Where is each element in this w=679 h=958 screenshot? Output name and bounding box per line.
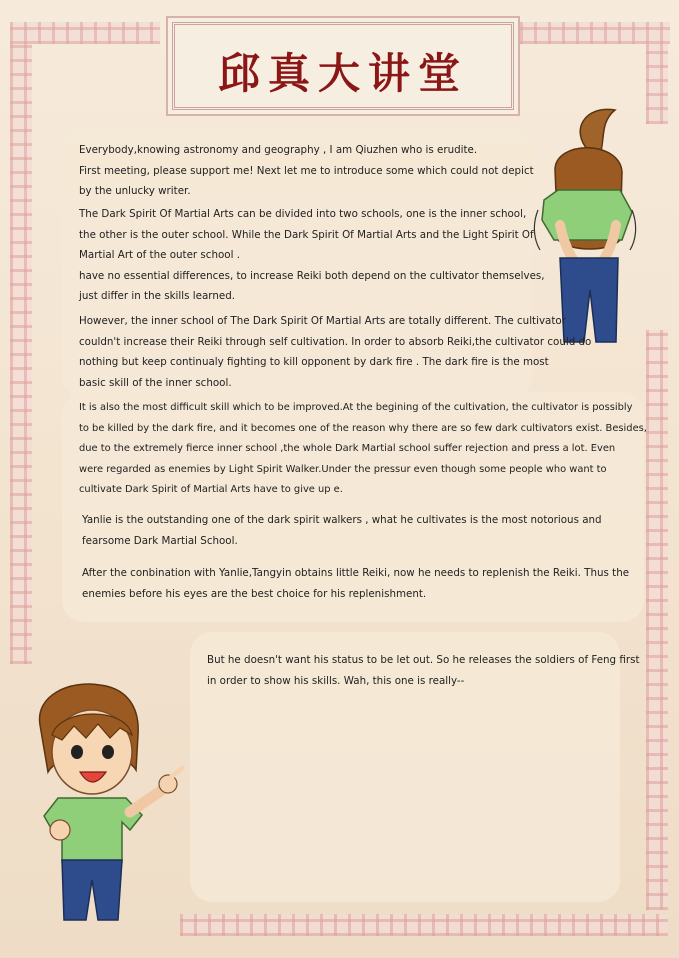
text-line: were regarded as enemies by Light Spirit Walker.Under the pressur even though some people who want to (79, 463, 607, 475)
finger (170, 768, 182, 778)
text-line: cultivate Dark Spirit of Martial Arts have to give up e. (79, 484, 343, 496)
text-line: First meeting, please support me! Next let me to introduce some which could not depict (79, 164, 534, 177)
pointing-character-illustration (30, 680, 190, 925)
text-line: Yanlie is the outstanding one of the dark spirit walkers , what he cultivates is the most notorious and (82, 514, 602, 526)
border-right (646, 44, 668, 124)
text-line: by the unlucky writer. (79, 185, 191, 198)
text-line: just differ in the skills learned. (79, 290, 236, 303)
paragraph-tangyin (82, 563, 629, 604)
text-line: It is also the most difficult skill which to be improved.At the begining of the cultivation, the cultivator is possibly (79, 402, 633, 413)
paragraph-dark-fire (79, 398, 647, 501)
text-line: to be killed by the dark fire, and it becomes one of the reason why there are so few dark cultivators exist. Besides, (79, 422, 647, 434)
pants (62, 860, 122, 920)
eye-right (102, 745, 114, 759)
paragraph-yanlie (82, 510, 602, 551)
text-line: Martial Art of the outer school . (79, 249, 240, 262)
text-line: have no essential differences, to increase Reiki both depend on the cultivator themselves, (79, 269, 545, 282)
border-bottom (180, 914, 668, 936)
text-line: enemies before his eyes are the best choice for his replenishment. (82, 587, 427, 600)
paragraph-inner-school (79, 311, 591, 393)
bowing-character-illustration (530, 100, 640, 345)
text-line: However, the inner school of The Dark Spirit Of Martial Arts are totally different. The cultivator (79, 315, 566, 327)
text-line: the other is the outer school. While the Dark Spirit Of Martial Arts and the Light Spirit Of (79, 228, 534, 241)
paragraph-intro (79, 140, 534, 202)
paragraph-ending (207, 650, 640, 691)
text-line: The Dark Spirit Of Martial Arts can be divided into two schools, one is the inner school, (79, 208, 527, 220)
border-left (10, 44, 32, 664)
text-line: due to the extremely fierce inner school ,the whole Dark Martial school suffer rejection and press a lot. Even (79, 443, 616, 455)
title-frame (172, 22, 514, 110)
text-line: fearsome Dark Martial School. (82, 534, 238, 547)
border-top-left (10, 22, 160, 44)
border-right-lower (646, 330, 668, 910)
text-line: basic skill of the inner school. (79, 376, 232, 389)
text-line: couldn't increase their Reiki through self cultivation. In order to absorb Reiki,the cultivator could do (79, 335, 592, 348)
text-line: Everybody,knowing astronomy and geography , I am Qiuzhen who is erudite. (79, 144, 478, 156)
eye-left (71, 745, 83, 759)
paragraph-schools (79, 204, 545, 307)
text-line: nothing but keep continualy fighting to kill opponent by dark fire . The dark fire is the most (79, 356, 549, 369)
hand-fist (50, 820, 70, 840)
text-line: in order to show his skills. Wah, this one is really-- (207, 674, 465, 687)
page-title: 邱真大讲堂 (217, 49, 468, 98)
text-line: But he doesn't want his status to be let out. So he releases the soldiers of Feng first (207, 654, 640, 666)
text-line: After the conbination with Yanlie,Tangyin obtains little Reiki, now he needs to replenish the Reiki. Thus the (82, 567, 630, 579)
arm-pointing (130, 788, 165, 812)
border-top-right (520, 22, 670, 44)
